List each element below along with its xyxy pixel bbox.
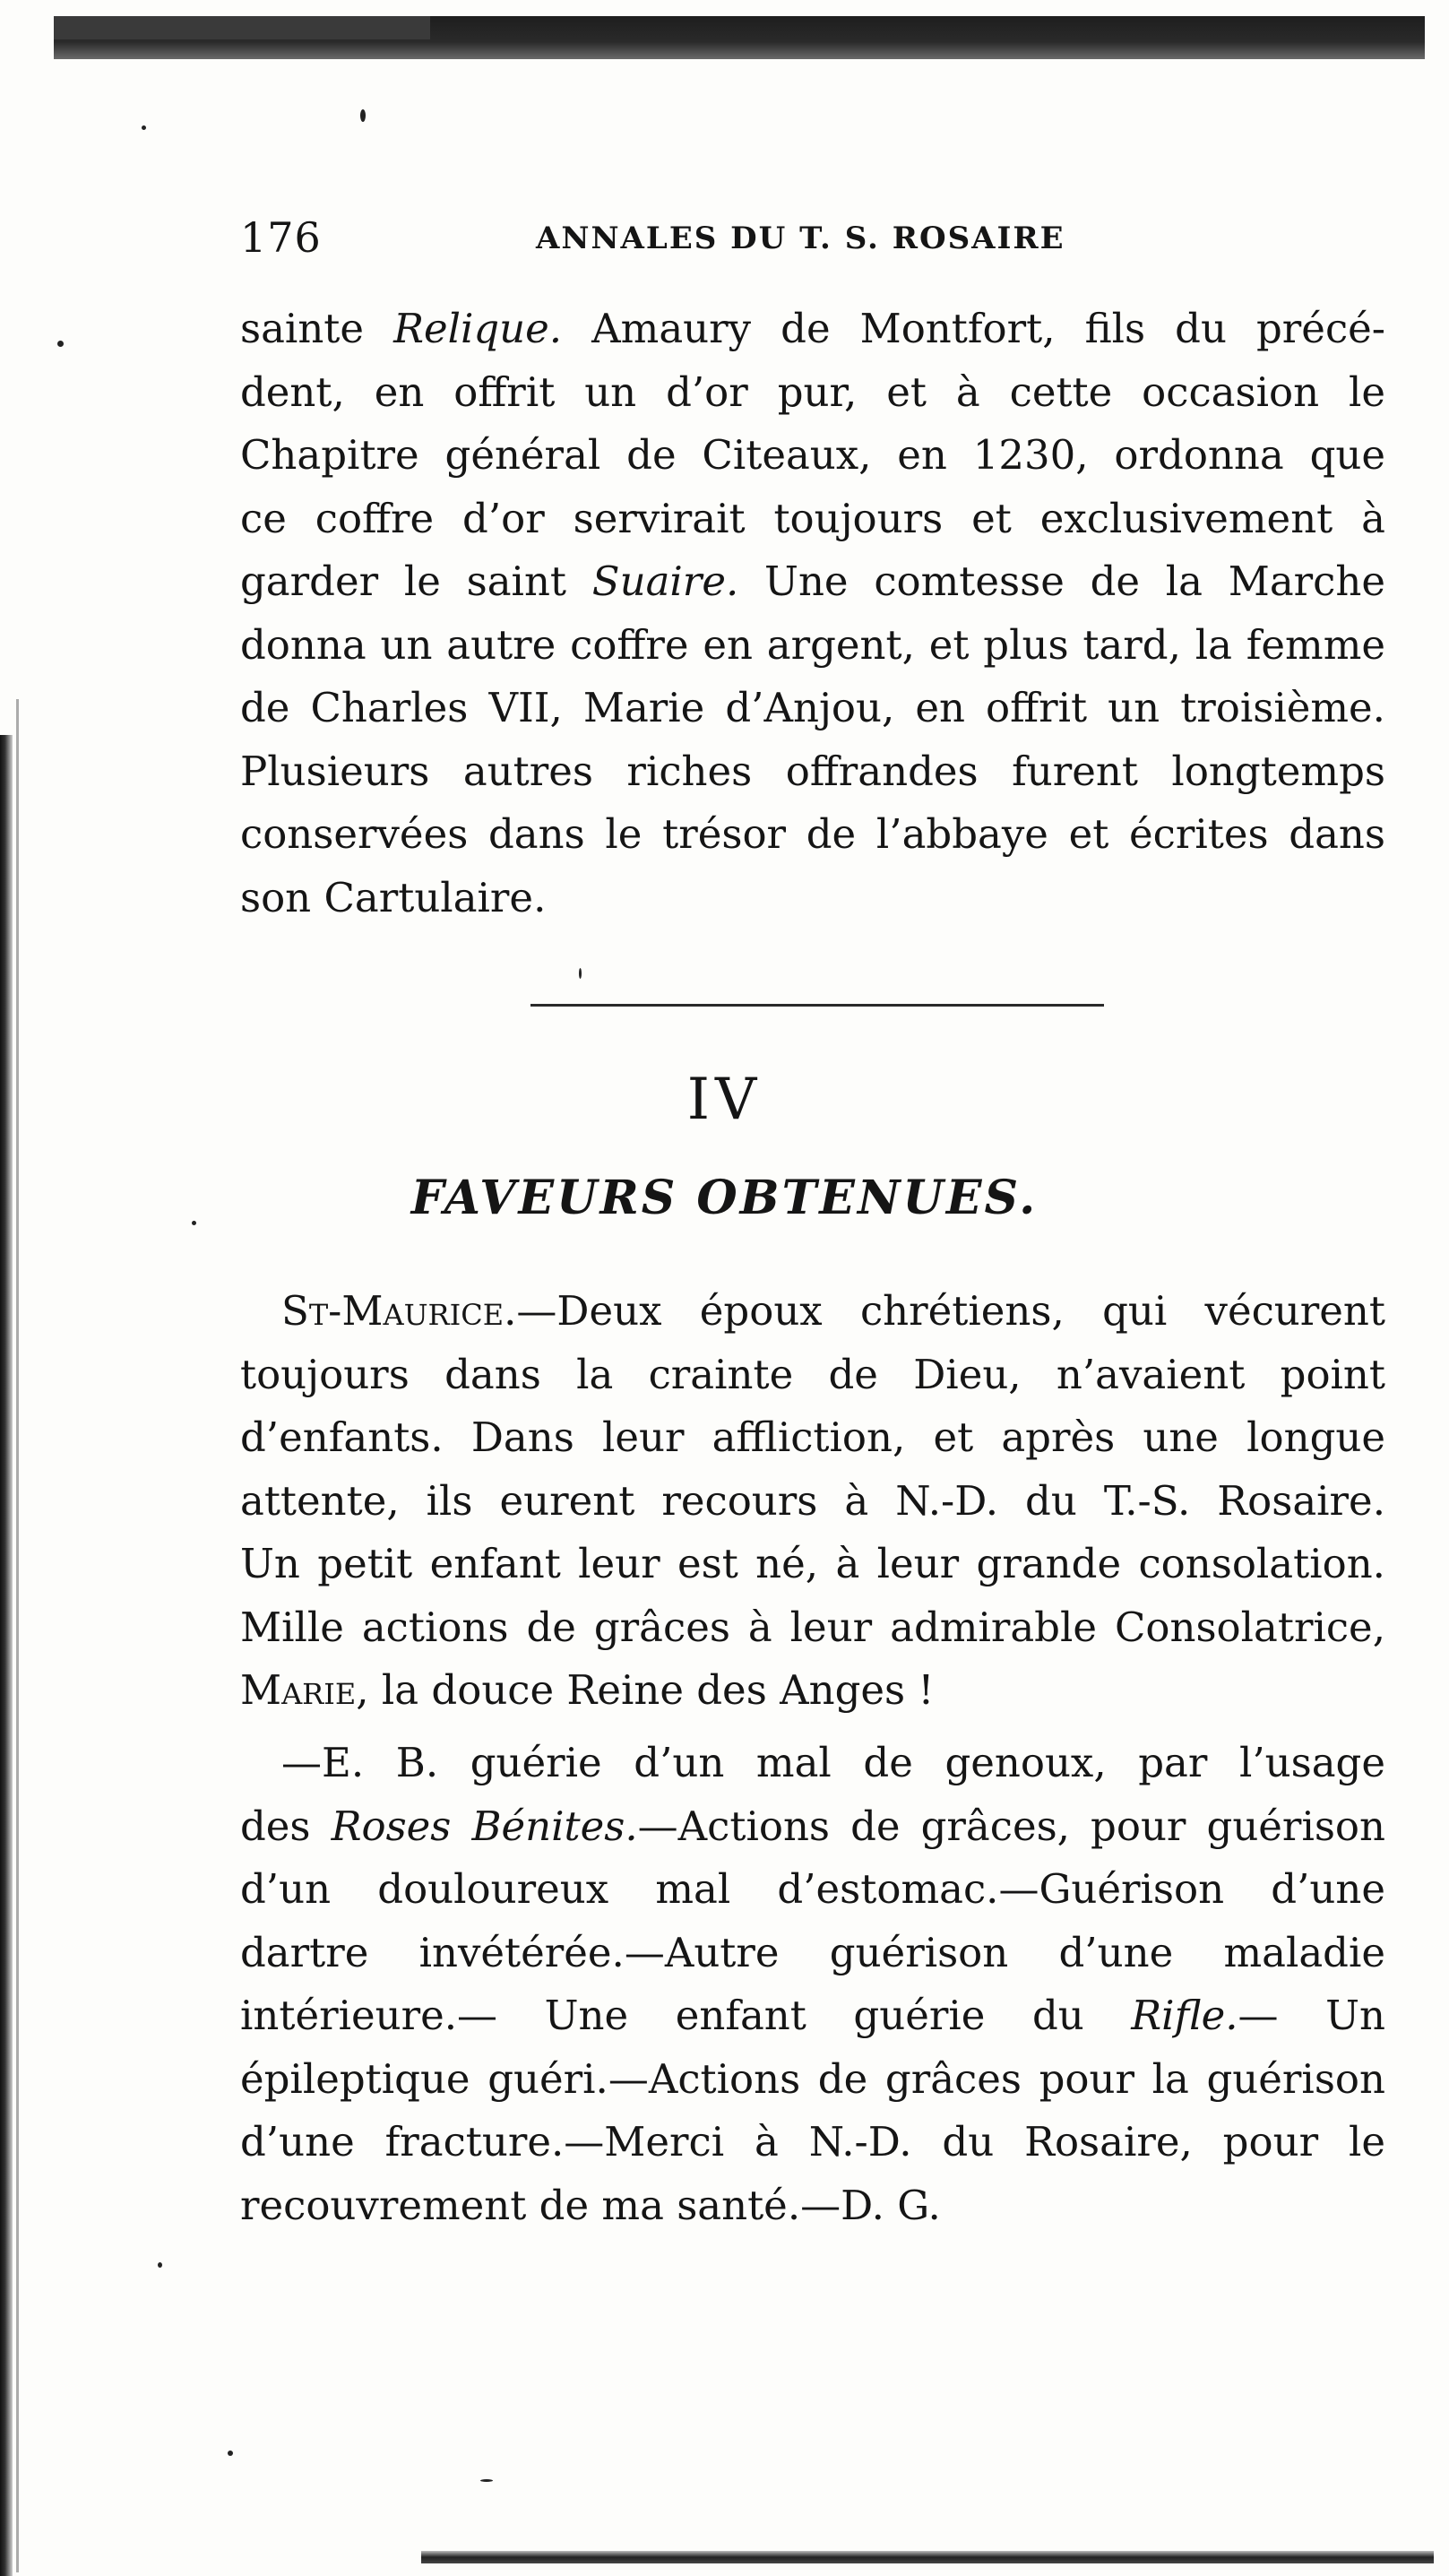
text-line <box>240 1533 1385 1596</box>
text-line <box>240 677 1385 740</box>
scan-bottom-edge <box>421 2551 1434 2563</box>
text-line <box>240 1596 1385 1660</box>
text-line <box>240 803 1385 867</box>
text-line <box>240 1659 1385 1723</box>
text-line <box>240 1858 1385 1922</box>
italic-text: Relique. <box>393 305 563 352</box>
text-run: dent, en offrit un d’or pur, et à cette occasion le <box>240 367 1385 416</box>
text-run: —Deux époux chrétiens, qui vécurent <box>516 1287 1385 1335</box>
text-run: d’une fracture.—Merci à N.-D. du Rosaire, pour le <box>240 2118 1385 2165</box>
paragraph-st-maurice <box>240 1280 1385 1723</box>
italic-text: Suaire. <box>591 558 739 605</box>
text-run: Amaury de Montfort, fils du précé- <box>562 305 1385 352</box>
text-line <box>240 867 1385 930</box>
italic-text: Roses Bénites. <box>331 1802 638 1850</box>
section-divider <box>530 1004 1104 1007</box>
text-run: d’un douloureux mal d’estomac.—Guérison d’une <box>240 1865 1385 1913</box>
text-line <box>240 1344 1385 1407</box>
small-caps-text: St-Maurice. <box>281 1287 517 1335</box>
text-line <box>240 424 1385 488</box>
text-run: Une comtesse de la Marche <box>738 558 1385 605</box>
text-run: ce coffre d’or servirait toujours et exclusivement à <box>240 494 1385 542</box>
running-header <box>240 213 1405 267</box>
text-line <box>240 1470 1385 1534</box>
scan-speck <box>480 2479 493 2482</box>
text-run: intérieure.— Une enfant guérie du <box>240 1992 1132 2039</box>
text-line <box>240 1280 1385 1344</box>
scan-top-edge <box>54 16 1425 59</box>
running-title: ANNALES DU T. S. ROSAIRE <box>536 220 1065 256</box>
text-run: dartre invétérée.—Autre guérison d’une maladie <box>240 1928 1385 1976</box>
text-run: des <box>240 1802 332 1850</box>
text-line <box>240 2048 1385 2112</box>
text-line <box>240 614 1385 678</box>
text-line <box>240 1406 1385 1470</box>
text-line <box>240 1732 1385 1795</box>
text-line <box>240 1795 1385 1859</box>
section-number: IV <box>686 1067 763 1133</box>
page-number: 176 <box>240 213 322 262</box>
scan-speck <box>228 2451 233 2456</box>
scan-speck <box>57 341 64 347</box>
text-line <box>240 488 1385 551</box>
text-line <box>240 298 1385 361</box>
text-run: recouvrement de ma santé.—D. G. <box>240 2181 941 2229</box>
text-run: —E. B. guérie d’un mal de genoux, par l’usage <box>281 1739 1385 1786</box>
paragraph-favors-list <box>240 1732 1385 2237</box>
text-run: Chapitre général de Citeaux, en 1230, ordonna que <box>240 431 1385 479</box>
text-line <box>240 550 1385 614</box>
text-run: , la douce Reine des Anges ! <box>356 1666 935 1714</box>
scan-left-edge <box>0 735 13 2576</box>
text-line <box>240 1984 1385 2048</box>
scan-speck <box>142 125 146 130</box>
paragraph-relics <box>240 298 1385 929</box>
text-run: — Un <box>1238 1992 1385 2039</box>
text-run: épileptique guéri.—Actions de grâces pour la guérison <box>240 2054 1385 2103</box>
text-line <box>240 2111 1385 2174</box>
text-run: —Actions de grâces, pour guérison <box>637 1802 1386 1850</box>
section-title: FAVEURS OBTENUES. <box>410 1171 1039 1225</box>
text-line <box>240 740 1385 804</box>
text-line <box>240 361 1385 425</box>
italic-text: Rifle. <box>1131 1992 1238 2039</box>
text-line <box>240 2174 1385 2238</box>
small-caps-text: Marie <box>240 1666 357 1714</box>
text-run: Un petit enfant leur est né, à leur grande consolation. <box>240 1540 1385 1587</box>
text-run: donna un autre coffre en argent, et plus tard, la femme <box>240 620 1385 669</box>
text-run: Mille actions de grâces à leur admirable Consolatrice, <box>240 1603 1385 1651</box>
scan-speck <box>360 109 366 122</box>
text-run: garder le saint <box>240 558 592 605</box>
text-run: toujours dans la crainte de Dieu, n’avaient point <box>240 1350 1385 1398</box>
scan-speck <box>579 968 582 979</box>
text-line <box>240 1922 1385 1985</box>
scan-left-line <box>16 699 19 2572</box>
scan-speck <box>158 2262 162 2268</box>
text-run: conservées dans le trésor de l’abbaye et écrites dans <box>240 810 1385 858</box>
text-run: attente, ils eurent recours à N.-D. du T.-S. Rosaire. <box>240 1476 1385 1525</box>
text-run: sainte <box>240 305 394 352</box>
text-run: Plusieurs autres riches offrandes furent longtemps <box>240 747 1385 795</box>
text-run: de Charles VII, Marie d’Anjou, en offrit un troisième. <box>240 684 1385 731</box>
text-run: d’enfants. Dans leur affliction, et après une longue <box>240 1413 1385 1461</box>
text-run: son Cartulaire. <box>240 873 547 921</box>
